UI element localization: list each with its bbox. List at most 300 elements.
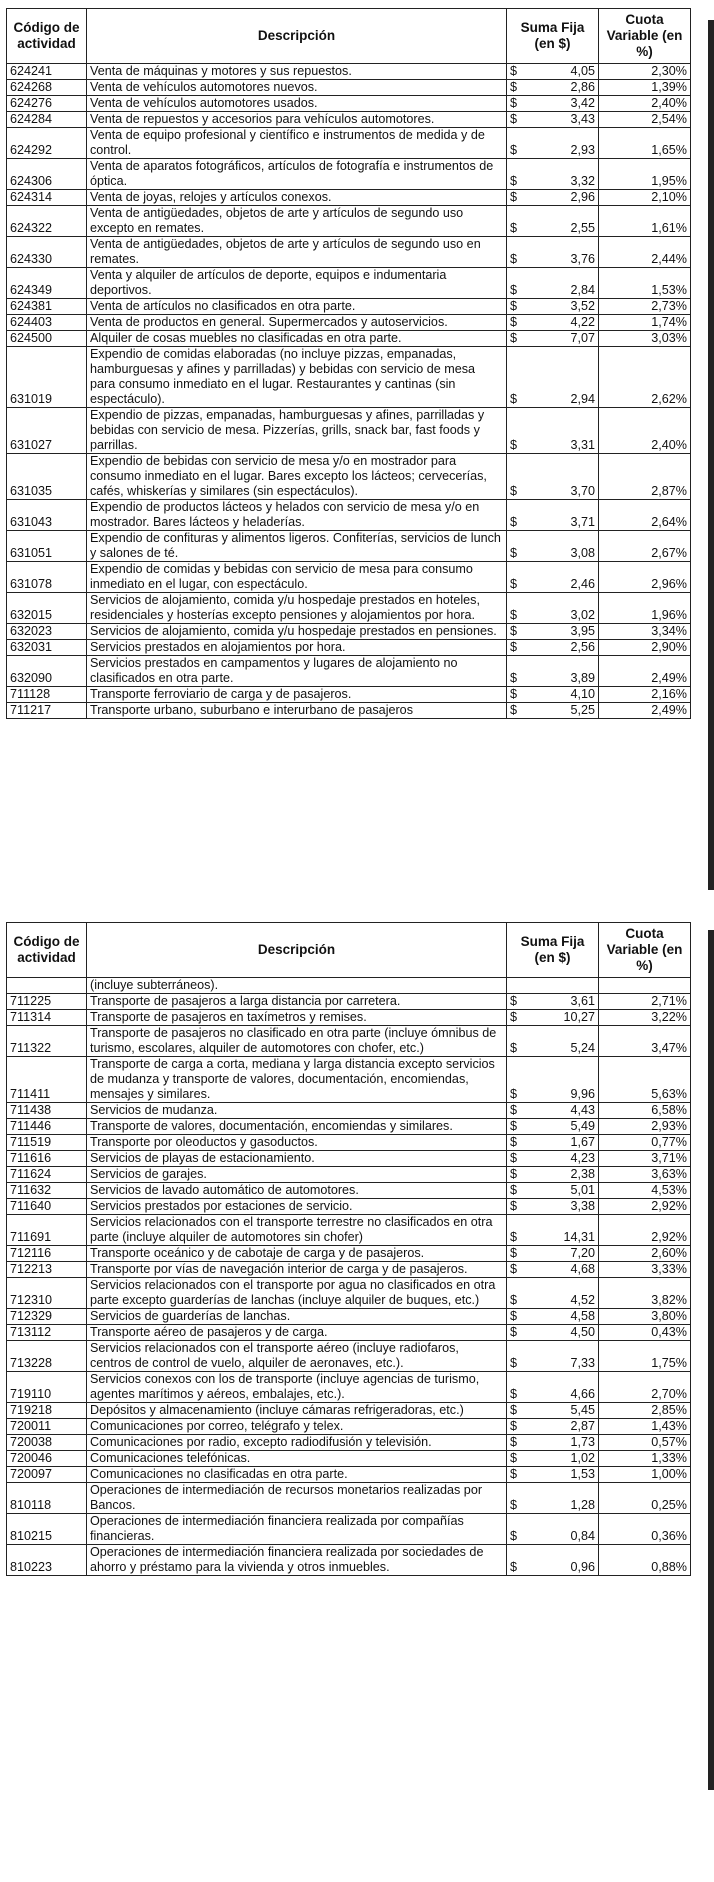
fixed-amount-cell [507, 687, 599, 703]
table-row [7, 96, 691, 112]
fixed-amount-cell [507, 1403, 599, 1419]
fixed-amount-cell [507, 347, 599, 408]
activity-code: 711217 [7, 703, 87, 719]
table-row [7, 1419, 691, 1435]
variable-rate: 3,47% [599, 1026, 691, 1057]
currency-symbol: $ [510, 1325, 518, 1339]
table-row [7, 1309, 691, 1325]
variable-rate: 2,93% [599, 1119, 691, 1135]
fixed-amount-cell [507, 159, 599, 190]
variable-rate: 2,67% [599, 531, 691, 562]
variable-rate: 2,92% [599, 1199, 691, 1215]
activity-description: Operaciones de intermediación de recursos monetarios realizadas por Bancos. [87, 1483, 507, 1514]
variable-rate: 2,54% [599, 112, 691, 128]
variable-rate: 1,00% [599, 1467, 691, 1483]
currency-symbol: $ [510, 1230, 518, 1244]
variable-rate: 2,49% [599, 656, 691, 687]
table-row [7, 1483, 691, 1514]
fixed-amount: 3,71 [570, 515, 595, 529]
activity-code: 632023 [7, 624, 87, 640]
fixed-amount-cell [507, 190, 599, 206]
fixed-amount: 5,24 [570, 1041, 595, 1055]
variable-rate: 1,39% [599, 80, 691, 96]
page-edge [708, 20, 714, 890]
activity-description: Servicios de alojamiento, comida y/u hospedaje prestados en hoteles, residenciales y hosterías excepto pensiones y alojamientos por hora. [87, 593, 507, 624]
variable-rate: 3,22% [599, 1010, 691, 1026]
header-code: Código de actividad [7, 923, 87, 978]
table-row [7, 1545, 691, 1576]
fixed-amount: 7,07 [570, 331, 595, 345]
activity-code: 624276 [7, 96, 87, 112]
fixed-amount-cell [507, 1262, 599, 1278]
activity-code: 632031 [7, 640, 87, 656]
fixed-amount-cell [507, 1435, 599, 1451]
fixed-amount-cell [507, 128, 599, 159]
fixed-amount: 4,52 [570, 1293, 595, 1307]
variable-rate: 2,44% [599, 237, 691, 268]
activity-code: 624500 [7, 331, 87, 347]
activity-description: Alquiler de cosas muebles no clasificadas en otra parte. [87, 331, 507, 347]
table-row [7, 1026, 691, 1057]
activity-code: 631051 [7, 531, 87, 562]
fixed-amount: 1,53 [570, 1467, 595, 1481]
table-row [7, 1467, 691, 1483]
activity-description: Expendio de pizzas, empanadas, hamburguesas y afines, parrilladas y bebidas con servicio de mesa. Pizzerías, grills, snack bar, fast foods y parrillas. [87, 408, 507, 454]
fixed-amount-cell [507, 1372, 599, 1403]
fixed-amount: 3,89 [570, 671, 595, 685]
variable-rate: 4,53% [599, 1183, 691, 1199]
activity-description: Servicios de guarderías de lanchas. [87, 1309, 507, 1325]
activity-code: 624403 [7, 315, 87, 331]
currency-symbol: $ [510, 1451, 518, 1465]
currency-symbol: $ [510, 315, 518, 329]
fixed-amount-cell [507, 268, 599, 299]
variable-rate: 0,36% [599, 1514, 691, 1545]
table-row [7, 1103, 691, 1119]
activity-description: Venta de productos en general. Supermercados y autoservicios. [87, 315, 507, 331]
variable-rate: 1,53% [599, 268, 691, 299]
variable-rate: 3,63% [599, 1167, 691, 1183]
activity-code: 624292 [7, 128, 87, 159]
table-row [7, 640, 691, 656]
table-row [7, 408, 691, 454]
table-row [7, 64, 691, 80]
activity-code: 624381 [7, 299, 87, 315]
activity-code [7, 978, 87, 994]
variable-rate: 2,40% [599, 408, 691, 454]
table-row [7, 1215, 691, 1246]
currency-symbol: $ [510, 221, 518, 235]
activity-code: 713228 [7, 1341, 87, 1372]
table-row [7, 531, 691, 562]
currency-symbol: $ [510, 1529, 518, 1543]
table-row [7, 1135, 691, 1151]
currency-symbol: $ [510, 671, 518, 685]
table-row [7, 1151, 691, 1167]
fixed-amount: 10,27 [563, 1010, 595, 1024]
table-row [7, 1167, 691, 1183]
activity-description: Venta de joyas, relojes y artículos conexos. [87, 190, 507, 206]
activity-code: 810223 [7, 1545, 87, 1576]
table-row [7, 190, 691, 206]
fixed-amount-cell [507, 531, 599, 562]
currency-symbol: $ [510, 438, 518, 452]
activity-description: Servicios prestados en campamentos y lugares de alojamiento no clasificados en otra parte. [87, 656, 507, 687]
activity-code: 624349 [7, 268, 87, 299]
activity-description: Transporte de carga a corta, mediana y larga distancia excepto servicios de mudanza y transporte de valores, documentación, encomiendas, mensajes y similares. [87, 1057, 507, 1103]
activity-code: 712213 [7, 1262, 87, 1278]
table-row [7, 994, 691, 1010]
fixed-amount: 4,58 [570, 1309, 595, 1323]
variable-rate: 2,60% [599, 1246, 691, 1262]
fixed-amount-cell [507, 593, 599, 624]
fixed-amount-cell [507, 1545, 599, 1576]
table-row [7, 128, 691, 159]
activity-description: (incluye subterráneos). [87, 978, 507, 994]
activity-code: 720046 [7, 1451, 87, 1467]
header-variable-rate: Cuota Variable (en %) [599, 923, 691, 978]
currency-symbol: $ [510, 687, 518, 701]
activity-description: Operaciones de intermediación financiera realizada por compañías financieras. [87, 1514, 507, 1545]
table-row [7, 1010, 691, 1026]
activity-code: 711616 [7, 1151, 87, 1167]
table-row [7, 687, 691, 703]
table-row [7, 112, 691, 128]
fixed-amount-cell [507, 656, 599, 687]
activity-description: Servicios de lavado automático de automotores. [87, 1183, 507, 1199]
fixed-amount-cell [507, 1215, 599, 1246]
activity-code: 624284 [7, 112, 87, 128]
fixed-amount-cell [507, 1057, 599, 1103]
activity-description: Transporte urbano, suburbano e interurbano de pasajeros [87, 703, 507, 719]
fixed-amount-cell [507, 1103, 599, 1119]
fixed-amount: 4,66 [570, 1387, 595, 1401]
currency-symbol: $ [510, 1199, 518, 1213]
activity-code: 711411 [7, 1057, 87, 1103]
activity-code: 810215 [7, 1514, 87, 1545]
header-fixed-amount: Suma Fija (en $) [507, 9, 599, 64]
activity-description: Venta de antigüedades, objetos de arte y artículos de segundo uso excepto en remates. [87, 206, 507, 237]
fixed-amount-cell [507, 1341, 599, 1372]
fixed-amount: 1,67 [570, 1135, 595, 1149]
fixed-amount-cell [507, 331, 599, 347]
fixed-amount-cell [507, 408, 599, 454]
fixed-amount: 2,84 [570, 283, 595, 297]
currency-symbol: $ [510, 1103, 518, 1117]
activity-code: 624330 [7, 237, 87, 268]
activity-code: 712310 [7, 1278, 87, 1309]
currency-symbol: $ [510, 1135, 518, 1149]
activity-code: 711691 [7, 1215, 87, 1246]
fixed-amount: 5,01 [570, 1183, 595, 1197]
activity-description: Comunicaciones por correo, telégrafo y telex. [87, 1419, 507, 1435]
fixed-amount: 4,43 [570, 1103, 595, 1117]
variable-rate: 0,77% [599, 1135, 691, 1151]
currency-symbol: $ [510, 484, 518, 498]
variable-rate: 3,71% [599, 1151, 691, 1167]
activity-description: Transporte por oleoductos y gasoductos. [87, 1135, 507, 1151]
activity-description: Servicios prestados por estaciones de servicio. [87, 1199, 507, 1215]
table-row [7, 1403, 691, 1419]
fixed-amount: 2,38 [570, 1167, 595, 1181]
variable-rate [599, 978, 691, 994]
table-row [7, 268, 691, 299]
variable-rate: 2,16% [599, 687, 691, 703]
fixed-amount: 3,43 [570, 112, 595, 126]
fixed-amount: 3,95 [570, 624, 595, 638]
currency-symbol: $ [510, 112, 518, 126]
activity-code: 711632 [7, 1183, 87, 1199]
activity-description: Transporte de pasajeros en taxímetros y remises. [87, 1010, 507, 1026]
variable-rate: 1,65% [599, 128, 691, 159]
fixed-amount: 1,28 [570, 1498, 595, 1512]
fixed-amount: 3,61 [570, 994, 595, 1008]
table-body [7, 64, 691, 719]
table-header [7, 9, 691, 64]
variable-rate: 1,33% [599, 1451, 691, 1467]
activity-code: 711128 [7, 687, 87, 703]
table-row [7, 1514, 691, 1545]
fixed-amount: 3,32 [570, 174, 595, 188]
fixed-amount-cell [507, 978, 599, 994]
activity-code: 711519 [7, 1135, 87, 1151]
table-body [7, 978, 691, 1576]
fixed-amount-cell [507, 315, 599, 331]
fixed-amount-cell [507, 1026, 599, 1057]
currency-symbol: $ [510, 1246, 518, 1260]
fixed-amount-cell [507, 1135, 599, 1151]
fixed-amount: 3,08 [570, 546, 595, 560]
activity-code: 711624 [7, 1167, 87, 1183]
currency-symbol: $ [510, 1419, 518, 1433]
activity-description: Servicios relacionados con el transporte terrestre no clasificados en otra parte (incluye alquiler de automotores sin chofer) [87, 1215, 507, 1246]
variable-rate: 3,82% [599, 1278, 691, 1309]
activity-code: 720011 [7, 1419, 87, 1435]
activity-rates-table [6, 922, 691, 1576]
table-row [7, 1372, 691, 1403]
fixed-amount-cell [507, 1151, 599, 1167]
currency-symbol: $ [510, 96, 518, 110]
fixed-amount: 4,23 [570, 1151, 595, 1165]
currency-symbol: $ [510, 1560, 518, 1574]
activity-description: Servicios de garajes. [87, 1167, 507, 1183]
activity-description: Expendio de comidas elaboradas (no incluye pizzas, empanadas, hamburguesas y afines y parrilladas) y bebidas con servicio de mesa para consumo inmediato en el lugar. Restaurantes y cantinas (sin espectáculo). [87, 347, 507, 408]
fixed-amount: 5,49 [570, 1119, 595, 1133]
fixed-amount-cell [507, 1325, 599, 1341]
activity-code: 712329 [7, 1309, 87, 1325]
currency-symbol: $ [510, 624, 518, 638]
variable-rate: 2,90% [599, 640, 691, 656]
fixed-amount: 3,52 [570, 299, 595, 313]
table-row [7, 1183, 691, 1199]
currency-symbol: $ [510, 994, 518, 1008]
activity-code: 711640 [7, 1199, 87, 1215]
activity-description: Servicios relacionados con el transporte aéreo (incluye radiofaros, centros de control de vuelo, alquiler de aeronaves, etc.). [87, 1341, 507, 1372]
fixed-amount: 3,70 [570, 484, 595, 498]
table-row [7, 1451, 691, 1467]
currency-symbol: $ [510, 640, 518, 654]
activity-code: 624268 [7, 80, 87, 96]
activity-code: 711438 [7, 1103, 87, 1119]
table-row [7, 80, 691, 96]
variable-rate: 2,87% [599, 454, 691, 500]
activity-code: 624322 [7, 206, 87, 237]
fixed-amount: 2,87 [570, 1419, 595, 1433]
fixed-amount: 1,02 [570, 1451, 595, 1465]
currency-symbol: $ [510, 283, 518, 297]
variable-rate: 1,75% [599, 1341, 691, 1372]
fixed-amount-cell [507, 1167, 599, 1183]
variable-rate: 2,85% [599, 1403, 691, 1419]
fixed-amount-cell [507, 1451, 599, 1467]
fixed-amount-cell [507, 1183, 599, 1199]
fixed-amount-cell [507, 994, 599, 1010]
activity-description: Venta de repuestos y accesorios para vehículos automotores. [87, 112, 507, 128]
activity-code: 631035 [7, 454, 87, 500]
fixed-amount: 5,25 [570, 703, 595, 717]
fixed-amount: 2,93 [570, 143, 595, 157]
variable-rate: 2,92% [599, 1215, 691, 1246]
activity-code: 712116 [7, 1246, 87, 1262]
fixed-amount-cell [507, 624, 599, 640]
currency-symbol: $ [510, 174, 518, 188]
variable-rate: 2,71% [599, 994, 691, 1010]
variable-rate: 1,61% [599, 206, 691, 237]
currency-symbol: $ [510, 1151, 518, 1165]
activity-code: 719218 [7, 1403, 87, 1419]
activity-description: Servicios de alojamiento, comida y/u hospedaje prestados en pensiones. [87, 624, 507, 640]
variable-rate: 0,88% [599, 1545, 691, 1576]
fixed-amount-cell [507, 1419, 599, 1435]
activity-description: Servicios prestados en alojamientos por hora. [87, 640, 507, 656]
activity-code: 631078 [7, 562, 87, 593]
currency-symbol: $ [510, 1498, 518, 1512]
fixed-amount: 3,31 [570, 438, 595, 452]
fixed-amount: 4,22 [570, 315, 595, 329]
currency-symbol: $ [510, 1087, 518, 1101]
currency-symbol: $ [510, 143, 518, 157]
activity-description: Transporte aéreo de pasajeros y de carga. [87, 1325, 507, 1341]
fixed-amount: 3,02 [570, 608, 595, 622]
fixed-amount: 2,56 [570, 640, 595, 654]
table-row [7, 347, 691, 408]
activity-code: 720097 [7, 1467, 87, 1483]
activity-code: 632090 [7, 656, 87, 687]
table-header [7, 923, 691, 978]
activity-description: Venta de aparatos fotográficos, artículos de fotografía e instrumentos de óptica. [87, 159, 507, 190]
fixed-amount-cell [507, 80, 599, 96]
currency-symbol: $ [510, 1387, 518, 1401]
currency-symbol: $ [510, 1041, 518, 1055]
variable-rate: 3,33% [599, 1262, 691, 1278]
activity-description: Transporte de valores, documentación, encomiendas y similares. [87, 1119, 507, 1135]
activity-description: Operaciones de intermediación financiera realizada por sociedades de ahorro y préstamo para la vivienda y otros inmuebles. [87, 1545, 507, 1576]
table-row [7, 500, 691, 531]
fixed-amount-cell [507, 1119, 599, 1135]
table-row [7, 978, 691, 994]
variable-rate: 1,74% [599, 315, 691, 331]
table-row [7, 1199, 691, 1215]
variable-rate: 2,73% [599, 299, 691, 315]
table-row [7, 1262, 691, 1278]
table-row [7, 1057, 691, 1103]
table-row [7, 159, 691, 190]
header-fixed-amount: Suma Fija (en $) [507, 923, 599, 978]
currency-symbol: $ [510, 392, 518, 406]
fixed-amount: 3,76 [570, 252, 595, 266]
fixed-amount: 2,55 [570, 221, 595, 235]
activity-description: Comunicaciones por radio, excepto radiodifusión y televisión. [87, 1435, 507, 1451]
activity-code: 711322 [7, 1026, 87, 1057]
activity-code: 711446 [7, 1119, 87, 1135]
fixed-amount-cell [507, 1246, 599, 1262]
fixed-amount: 7,20 [570, 1246, 595, 1260]
activity-description: Expendio de productos lácteos y helados con servicio de mesa y/o en mostrador. Bares lácteos y heladerías. [87, 500, 507, 531]
activity-rates-table [6, 8, 691, 719]
fixed-amount-cell [507, 1278, 599, 1309]
table-row [7, 1341, 691, 1372]
activity-code: 631027 [7, 408, 87, 454]
table-page-2 [6, 922, 690, 1576]
fixed-amount: 0,84 [570, 1529, 595, 1543]
activity-code: 631043 [7, 500, 87, 531]
activity-description: Venta de equipo profesional y científico e instrumentos de medida y de control. [87, 128, 507, 159]
variable-rate: 3,80% [599, 1309, 691, 1325]
fixed-amount-cell [507, 1514, 599, 1545]
header-code: Código de actividad [7, 9, 87, 64]
currency-symbol: $ [510, 577, 518, 591]
currency-symbol: $ [510, 80, 518, 94]
fixed-amount: 4,68 [570, 1262, 595, 1276]
table-row [7, 315, 691, 331]
fixed-amount-cell [507, 1199, 599, 1215]
currency-symbol: $ [510, 608, 518, 622]
fixed-amount-cell [507, 206, 599, 237]
variable-rate: 6,58% [599, 1103, 691, 1119]
table-row [7, 593, 691, 624]
fixed-amount: 2,94 [570, 392, 595, 406]
fixed-amount-cell [507, 640, 599, 656]
table-row [7, 206, 691, 237]
table-row [7, 624, 691, 640]
activity-description: Expendio de confituras y alimentos ligeros. Confiterías, servicios de lunch y salones de té. [87, 531, 507, 562]
currency-symbol: $ [510, 1467, 518, 1481]
variable-rate: 0,57% [599, 1435, 691, 1451]
variable-rate: 2,30% [599, 64, 691, 80]
activity-description: Venta de vehículos automotores nuevos. [87, 80, 507, 96]
table-row [7, 656, 691, 687]
currency-symbol: $ [510, 1183, 518, 1197]
fixed-amount: 1,73 [570, 1435, 595, 1449]
variable-rate: 0,25% [599, 1483, 691, 1514]
fixed-amount-cell [507, 1309, 599, 1325]
table-page-1 [6, 8, 690, 719]
currency-symbol: $ [510, 1293, 518, 1307]
activity-code: 632015 [7, 593, 87, 624]
fixed-amount: 5,45 [570, 1403, 595, 1417]
table-row [7, 237, 691, 268]
header-description: Descripción [87, 923, 507, 978]
currency-symbol: $ [510, 1309, 518, 1323]
table-row [7, 1278, 691, 1309]
activity-code: 624314 [7, 190, 87, 206]
activity-description: Expendio de comidas y bebidas con servicio de mesa para consumo inmediato en el lugar, con espectáculo. [87, 562, 507, 593]
fixed-amount-cell [507, 237, 599, 268]
activity-code: 624241 [7, 64, 87, 80]
activity-code: 711225 [7, 994, 87, 1010]
activity-description: Transporte ferroviario de carga y de pasajeros. [87, 687, 507, 703]
currency-symbol: $ [510, 1403, 518, 1417]
